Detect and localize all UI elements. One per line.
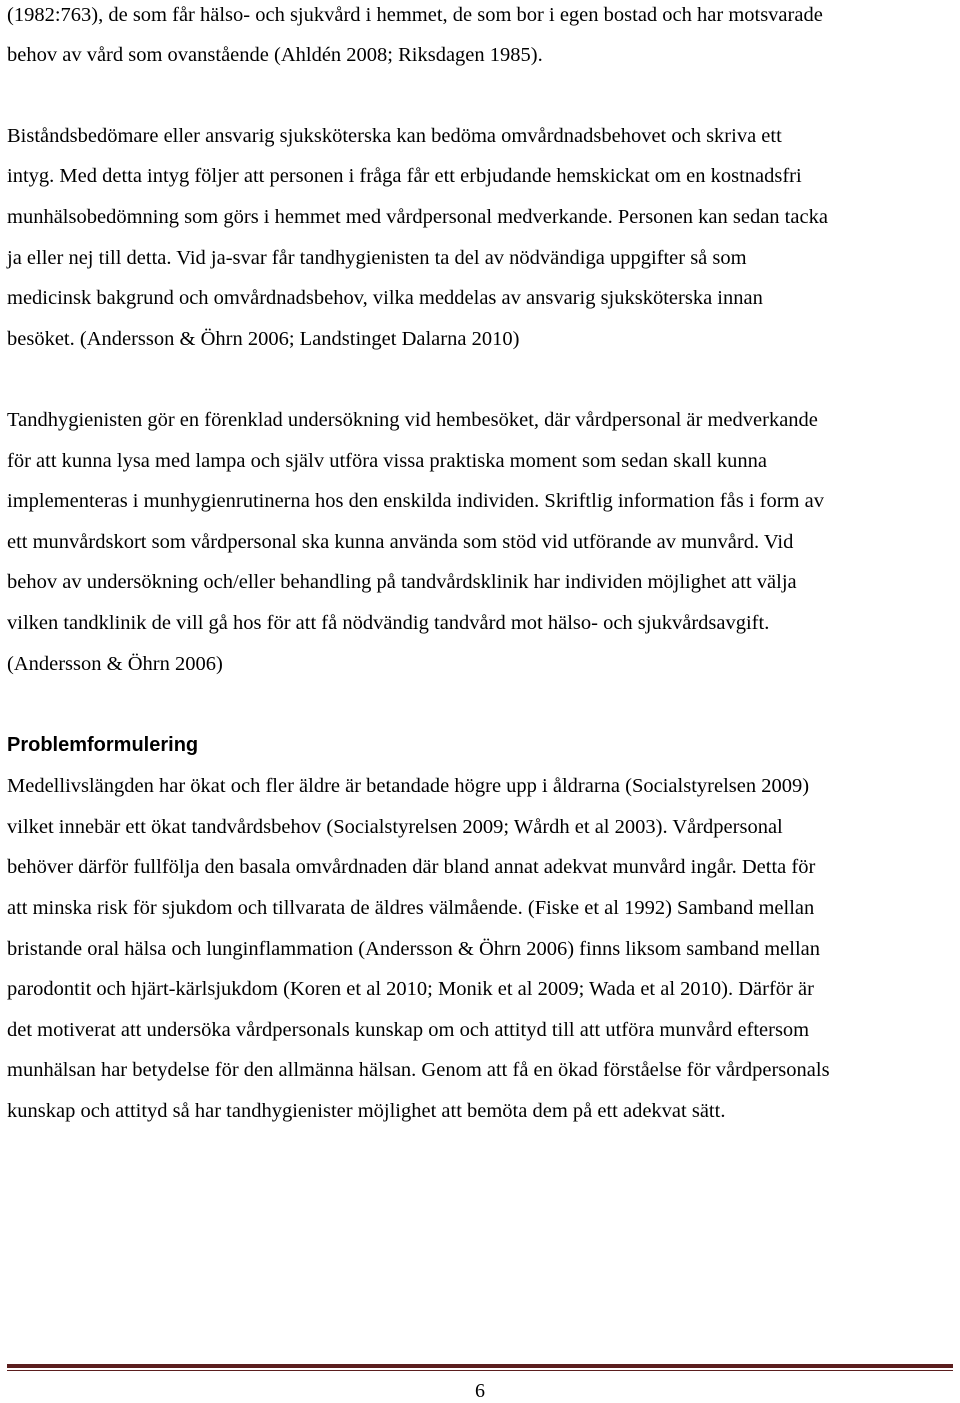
paragraph-3-line-5: behov av undersökning och/eller behandling på tandvårdsklinik har individen möjlighet att välja xyxy=(7,571,797,593)
paragraph-2-line-5: medicinsk bakgrund och omvårdnadsbehov, vilka meddelas av ansvarig sjuksköterska innan xyxy=(7,287,763,309)
section-heading: Problemformulering xyxy=(7,734,199,756)
paragraph-3-line-4: ett munvårdskort som vårdpersonal ska kunna använda som stöd vid utförande av munvård. Vid xyxy=(7,531,794,553)
paragraph-2-line-2: intyg. Med detta intyg följer att personen i fråga får ett erbjudande hemskickat om en kostnadsfri xyxy=(7,165,802,187)
paragraph-2-line-3: munhälsobedömning som görs i hemmet med vårdpersonal medverkande. Personen kan sedan tacka xyxy=(7,206,828,228)
section-line-3: behöver därför fullfölja den basala omvårdnaden där bland annat adekvat munvård ingår. Detta för xyxy=(7,856,816,878)
paragraph-1-line-1: (1982:763), de som får hälso- och sjukvård i hemmet, de som bor i egen bostad och har motsvarade xyxy=(7,4,823,26)
paragraph-3-line-2: för att kunna lysa med lampa och själv utföra vissa praktiska moment som sedan skall kunna xyxy=(7,450,768,472)
section-line-4: att minska risk för sjukdom och tillvarata de äldres välmående. (Fiske et al 1992) Samband mellan xyxy=(7,897,815,919)
paragraph-3-line-7: (Andersson & Öhrn 2006) xyxy=(7,653,223,675)
page-number: 6 xyxy=(475,1380,485,1402)
footer-rule xyxy=(7,1364,953,1368)
section-line-1: Medellivslängden har ökat och fler äldre är betandade högre upp i åldrarna (Socialstyrelsen 2009) xyxy=(7,775,810,797)
paragraph-1-line-2: behov av vård som ovanstående (Ahldén 2008; Riksdagen 1985). xyxy=(7,44,543,66)
section-line-8: munhälsan har betydelse för den allmänna hälsan. Genom att få en ökad förståelse för vårdpersonals xyxy=(7,1059,830,1081)
section-line-2: vilket innebär ett ökat tandvårdsbehov (Socialstyrelsen 2009; Wårdh et al 2003). Vårdpersonal xyxy=(7,816,783,838)
section-line-5: bristande oral hälsa och lunginflammation (Andersson & Öhrn 2006) finns liksom samband mellan xyxy=(7,938,821,960)
section-line-6: parodontit och hjärt-kärlsjukdom (Koren et al 2010; Monik et al 2009; Wada et al 2010). Därför är xyxy=(7,978,814,1000)
section-line-7: det motiverat att undersöka vårdpersonals kunskap om och attityd till att utföra munvård eftersom xyxy=(7,1019,810,1041)
section-line-9: kunskap och attityd så har tandhygienister möjlighet att bemöta dem på ett adekvat sätt. xyxy=(7,1100,726,1122)
footer-rule-thin xyxy=(7,1370,953,1371)
paragraph-3-line-1: Tandhygienisten gör en förenklad undersökning vid hembesöket, där vårdpersonal är medverkande xyxy=(7,409,818,431)
paragraph-2-line-6: besöket. (Andersson & Öhrn 2006; Landstinget Dalarna 2010) xyxy=(7,328,520,350)
paragraph-3-line-3: implementeras i munhygienrutinerna hos den enskilda individen. Skriftlig information fås i form av xyxy=(7,490,824,512)
paragraph-3-line-6: vilken tandklinik de vill gå hos för att få nödvändig tandvård mot hälso- och sjukvårdsavgift. xyxy=(7,612,770,634)
paragraph-2-line-1: Biståndsbedömare eller ansvarig sjuksköterska kan bedöma omvårdnadsbehovet och skriva ett xyxy=(7,125,782,147)
paragraph-2-line-4: ja eller nej till detta. Vid ja-svar får tandhygienisten ta del av nödvändiga uppgifter så som xyxy=(7,247,747,269)
